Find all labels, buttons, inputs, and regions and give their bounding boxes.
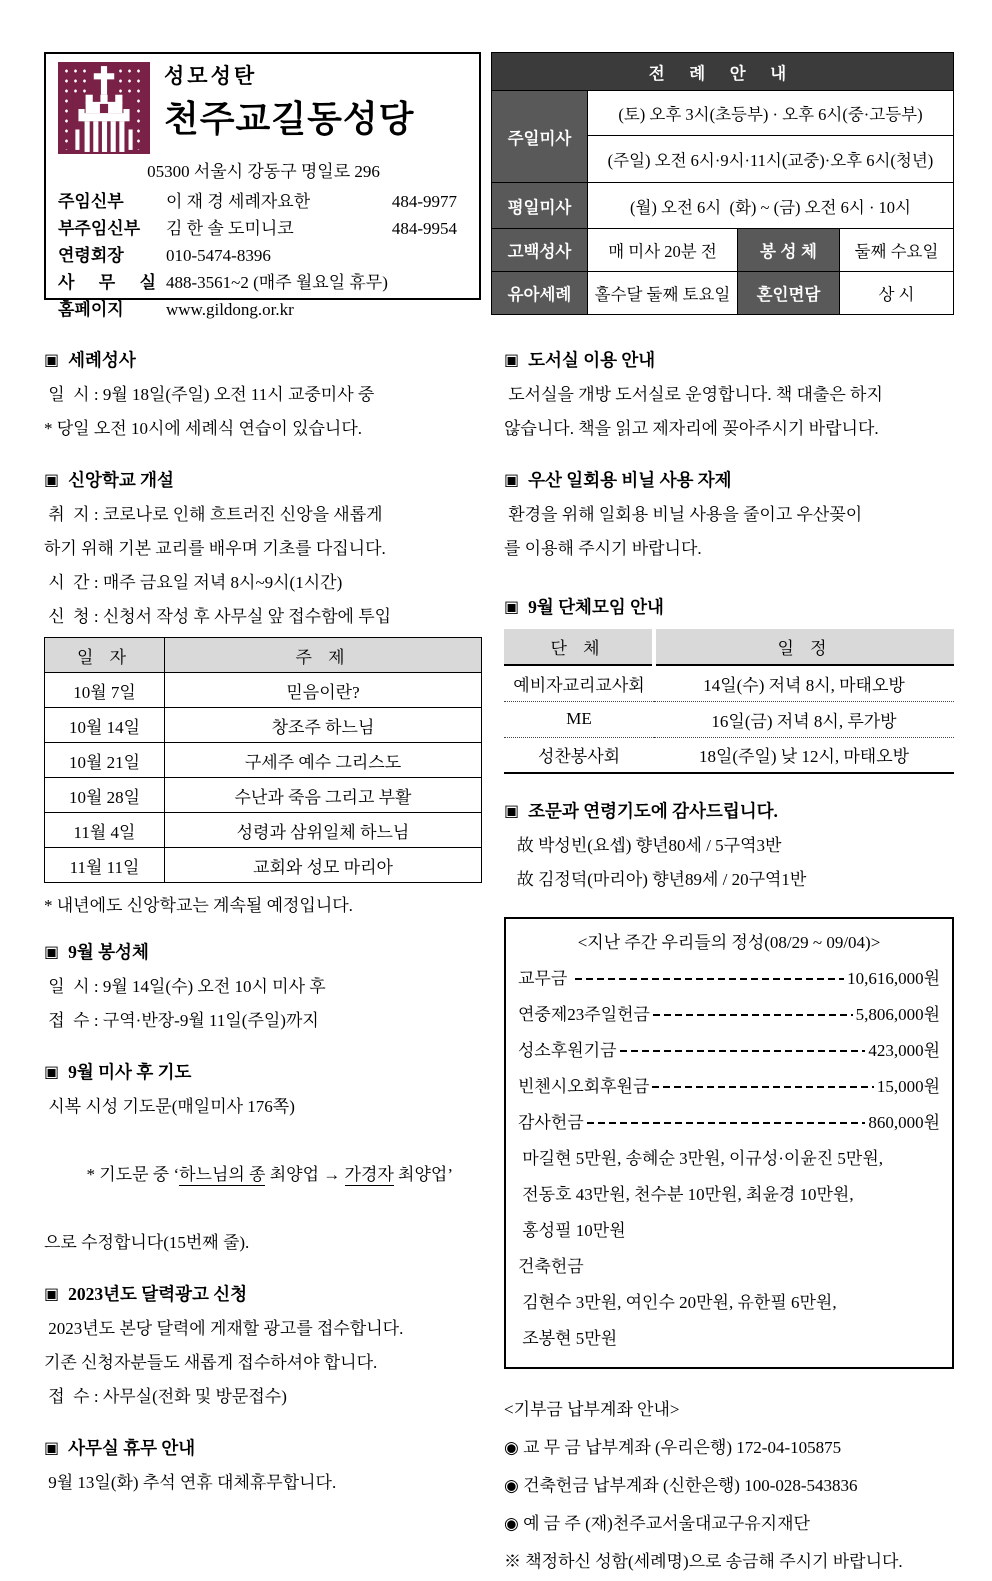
text-line: 취 지 : 코로나로 인해 흐트러진 신앙을 새롭게	[44, 505, 383, 524]
dash-leader	[587, 1122, 866, 1124]
column-header-schedule: 일 정	[654, 629, 954, 665]
weekday-mass-value: (월) 오전 6시 (화) ~ (금) 오전 6시 · 10시	[587, 183, 953, 229]
section-title: 도서실 이용 안내	[528, 350, 656, 370]
donor-list-line: 마길현 5만원, 송혜순 3만원, 이규성·이윤진 5만원,	[518, 1149, 884, 1168]
offering-label: 연중제23주일헌금	[518, 1005, 650, 1024]
table-row	[45, 778, 482, 813]
text-line: 도서실을 개방 도서실로 운영합니다. 책 대출은 하지	[504, 385, 883, 404]
faith-school-table	[44, 637, 482, 883]
contact-phone: 484-9977	[391, 192, 457, 211]
offering-row	[518, 1033, 940, 1069]
text-line: 환경을 위해 일회용 비닐 사용을 줄이고 우산꽂이	[504, 505, 863, 524]
section-office-closed	[44, 1431, 482, 1500]
account-line: ◉ 건축헌금 납부계좌 (신한은행) 100-028-543836	[504, 1476, 858, 1495]
text-line: 시 간 : 매주 금요일 저녁 8시~9시(1시간)	[44, 573, 343, 592]
text-line: 故 김정덕(마리아) 향년89세 / 20구역1반	[504, 870, 807, 889]
contact-label: 연령회장	[58, 246, 124, 265]
section-title: 우산 일회용 비닐 사용 자제	[528, 470, 732, 490]
text-segment: * 기도문 중 ‘	[86, 1165, 180, 1184]
cell-date: 10월 14일	[45, 708, 165, 743]
contact-value: 010-5474-8396	[166, 246, 271, 265]
cell-topic: 성령과 삼위일체 하느님	[165, 813, 482, 848]
section-title: 사무실 휴무 안내	[68, 1438, 196, 1458]
section-heading	[504, 463, 954, 498]
offering-label: 빈첸시오회후원금	[518, 1077, 650, 1096]
offering-row	[518, 961, 940, 997]
section-marker-icon: ▣	[504, 598, 520, 616]
contact-row	[58, 215, 469, 242]
communion-label: 봉 성 체	[737, 229, 839, 272]
table-row	[45, 638, 482, 673]
building-fund-label: 건축헌금	[518, 1257, 584, 1276]
column-header-topic: 주 제	[165, 638, 482, 673]
table-row	[45, 673, 482, 708]
cell-date: 10월 21일	[45, 743, 165, 778]
section-marker-icon: ▣	[504, 802, 520, 820]
offering-label: 교무금	[518, 969, 572, 988]
section-title: 9월 단체모임 안내	[528, 597, 664, 617]
section-heading	[504, 794, 954, 829]
contact-value: 488-3561~2 (매주 월요일 휴무)	[166, 273, 388, 292]
church-building-icon	[58, 62, 150, 154]
cell-date: 10월 28일	[45, 778, 165, 813]
section-title: 세례성사	[68, 350, 136, 370]
text-line: 일 시 : 9월 18일(주일) 오전 11시 교중미사 중	[44, 385, 375, 404]
donor-list-line: 전동호 43만원, 천수분 10만원, 최윤경 10만원,	[518, 1185, 854, 1204]
cell-topic: 교회와 성모 마리아	[165, 848, 482, 883]
left-column	[44, 343, 482, 1581]
church-title-block	[164, 62, 414, 142]
table-row	[45, 813, 482, 848]
cell-schedule: 14일(수) 저녁 8시, 마태오방	[654, 665, 954, 701]
section-title: 조문과 연령기도에 감사드립니다.	[528, 801, 778, 821]
section-marker-icon: ▣	[44, 1285, 60, 1303]
section-umbrella	[504, 463, 954, 566]
contact-label: 부주임신부	[58, 219, 141, 238]
contact-row	[58, 269, 469, 296]
text-line: 않습니다. 책을 읽고 제자리에 꽂아주시기 바랍니다.	[504, 419, 879, 438]
offering-label: 감사헌금	[518, 1113, 584, 1132]
section-heading	[44, 463, 482, 498]
sunday-mass-label: 주일미사	[491, 91, 587, 183]
text-line: * 당일 오전 10시에 세례식 연습이 있습니다.	[44, 419, 363, 438]
section-heading	[44, 935, 482, 970]
cell-group: ME	[504, 701, 654, 737]
cell-date: 10월 7일	[45, 673, 165, 708]
table-row	[491, 91, 953, 136]
section-marker-icon: ▣	[44, 471, 60, 489]
contact-row	[58, 242, 469, 269]
group-meetings-table	[504, 629, 954, 774]
text-segment: 최양업’	[393, 1165, 453, 1184]
marriage-value: 상 시	[839, 272, 953, 315]
text-line: 일 시 : 9월 14일(수) 오전 10시 미사 후	[44, 977, 326, 996]
sunday-mass-sun: (주일) 오전 6시·9시·11시(교중)·오후 6시(청년)	[587, 136, 953, 183]
table-row	[504, 737, 954, 773]
church-info-box	[44, 52, 481, 319]
cell-group: 예비자교리교사회	[504, 665, 654, 701]
church-title: 천주교길동성당	[164, 98, 415, 139]
offerings-title: <지난 주간 우리들의 정성(08/29 ~ 09/04)>	[577, 933, 881, 952]
contact-label: 사 무 실	[58, 273, 156, 292]
account-line: ◉ 교 무 금 납부계좌 (우리은행) 172-04-105875	[504, 1438, 842, 1457]
section-marker-icon: ▣	[504, 351, 520, 369]
text-line: 기존 신청자분들도 새롭게 접수하셔야 합니다.	[44, 1353, 378, 1372]
text-line: 2023년도 본당 달력에 게재할 광고를 접수합니다.	[44, 1319, 404, 1338]
dash-leader	[620, 1050, 866, 1052]
liturgy-schedule-table	[491, 52, 954, 315]
section-heading	[44, 1055, 482, 1090]
offering-row	[518, 997, 940, 1033]
infant-baptism-value: 홀수달 둘째 토요일	[587, 272, 737, 315]
offering-row	[518, 1069, 940, 1105]
column-header-group: 단 체	[504, 629, 654, 665]
confession-value: 매 미사 20분 전	[587, 229, 737, 272]
section-heading	[504, 590, 954, 625]
section-accounts	[504, 1391, 954, 1581]
infant-baptism-label: 유아세례	[491, 272, 587, 315]
donor-list-line: 조봉현 5만원	[518, 1329, 618, 1348]
right-column	[504, 343, 954, 1581]
content-columns	[0, 315, 992, 1581]
contact-phone: 484-9954	[391, 219, 457, 238]
table-row	[491, 53, 953, 91]
marriage-label: 혼인면담	[737, 272, 839, 315]
table-row	[45, 708, 482, 743]
section-condolence	[504, 794, 954, 897]
offering-label: 성소후원기금	[518, 1041, 617, 1060]
section-calendar-ad	[44, 1277, 482, 1414]
cell-topic: 수난과 죽음 그리고 부활	[165, 778, 482, 813]
weekly-offerings-box	[504, 917, 954, 1369]
text-line: 하기 위해 기본 교리를 배우며 기초를 다집니다.	[44, 539, 386, 558]
offering-amount: 860,000원	[868, 1113, 940, 1132]
text-line: 신 청 : 신청서 작성 후 사무실 앞 접수함에 투입	[44, 607, 392, 626]
text-line: 故 박성빈(요셉) 향년80세 / 5구역3반	[504, 836, 782, 855]
section-title: 9월 봉성체	[68, 942, 149, 962]
church-address: 05300 서울시 강동구 명일로 296	[147, 162, 380, 181]
text-line: 접 수 : 사무실(전화 및 방문접수)	[44, 1387, 287, 1406]
cell-date: 11월 11일	[45, 848, 165, 883]
church-subtitle: 성모성탄	[164, 65, 258, 88]
cell-topic: 구세주 예수 그리스도	[165, 743, 482, 778]
text-line: 9월 13일(화) 추석 연휴 대체휴무합니다.	[44, 1473, 337, 1492]
contact-row	[58, 296, 469, 323]
table-row	[491, 272, 953, 315]
section-marker-icon: ▣	[44, 351, 60, 369]
section-marker-icon: ▣	[504, 471, 520, 489]
dash-leader	[653, 1014, 853, 1016]
text-line	[44, 1124, 482, 1226]
section-heading	[504, 343, 954, 378]
section-baptism	[44, 343, 482, 446]
table-row	[504, 629, 954, 665]
cell-group: 성찬봉사회	[504, 737, 654, 773]
section-title: 신앙학교 개설	[68, 470, 174, 490]
contact-value: 김 한 솔 도미니코	[166, 219, 294, 238]
section-heading	[44, 343, 482, 378]
sunday-mass-sat: (토) 오후 3시(초등부) · 오후 6시(중·고등부)	[587, 91, 953, 136]
church-identity	[58, 62, 469, 154]
table-row	[45, 848, 482, 883]
section-groups	[504, 590, 954, 774]
offering-amount: 10,616,000원	[847, 969, 940, 988]
section-marker-icon: ▣	[44, 1439, 60, 1457]
confession-label: 고백성사	[491, 229, 587, 272]
donor-list-line: 홍성필 10만원	[518, 1221, 626, 1240]
underlined-text: 가경자	[344, 1165, 394, 1184]
text-line: 시복 시성 기도문(매일미사 176쪽)	[44, 1097, 295, 1116]
cell-schedule: 18일(주일) 낮 12시, 마태오방	[654, 737, 954, 773]
table-row	[491, 183, 953, 229]
contact-label: 홈페이지	[58, 300, 124, 319]
underlined-text: 하느님의 종	[179, 1165, 266, 1184]
header	[0, 0, 992, 319]
contact-label: 주임신부	[58, 192, 124, 211]
cell-topic: 믿음이란?	[165, 673, 482, 708]
table-note: * 내년에도 신앙학교는 계속될 예정입니다.	[44, 896, 353, 915]
dash-leader	[652, 1086, 873, 1088]
section-heading	[44, 1277, 482, 1312]
cell-date: 11월 4일	[45, 813, 165, 848]
section-heading	[44, 1431, 482, 1466]
accounts-title: <기부금 납부계좌 안내>	[504, 1400, 680, 1419]
section-faith-school	[44, 463, 482, 923]
contact-row	[58, 188, 469, 215]
section-title: 2023년도 달력광고 신청	[68, 1284, 248, 1304]
weekday-mass-label: 평일미사	[491, 183, 587, 229]
church-cross-logo-icon	[58, 62, 150, 154]
section-library	[504, 343, 954, 446]
accounts-note: ※ 책정하신 성함(세례명)으로 송금해 주시기 바랍니다.	[504, 1552, 903, 1571]
section-marker-icon: ▣	[44, 1063, 60, 1081]
cell-schedule: 16일(금) 저녁 8시, 루가방	[654, 701, 954, 737]
account-line: ◉ 예 금 주 (재)천주교서울대교구유지재단	[504, 1514, 810, 1533]
section-title: 9월 미사 후 기도	[68, 1062, 192, 1082]
table-row	[491, 229, 953, 272]
table-row	[504, 665, 954, 701]
liturgy-table-title: 전 례 안 내	[491, 53, 953, 91]
offering-amount: 5,806,000원	[855, 1005, 940, 1024]
text-line: 으로 수정합니다(15번째 줄).	[44, 1233, 250, 1252]
dash-leader	[575, 978, 845, 980]
contact-value: 이 재 경 세례자요한	[166, 192, 311, 211]
section-prayer	[44, 1055, 482, 1260]
table-row	[504, 701, 954, 737]
text-line: 를 이용해 주시기 바랍니다.	[504, 539, 702, 558]
offering-row	[518, 1105, 940, 1141]
communion-value: 둘째 수요일	[839, 229, 953, 272]
section-marker-icon: ▣	[44, 943, 60, 961]
text-segment: 최양업 →	[265, 1165, 345, 1184]
offering-amount: 15,000원	[876, 1077, 940, 1096]
website-url: www.gildong.or.kr	[166, 300, 294, 319]
column-header-date: 일 자	[45, 638, 165, 673]
cell-topic: 창조주 하느님	[165, 708, 482, 743]
table-row	[45, 743, 482, 778]
section-communion	[44, 935, 482, 1038]
donor-list-line: 김현수 3만원, 여인수 20만원, 유한필 6만원,	[518, 1293, 837, 1312]
text-line: 접 수 : 구역·반장-9월 11일(주일)까지	[44, 1011, 319, 1030]
offering-amount: 423,000원	[868, 1041, 940, 1060]
